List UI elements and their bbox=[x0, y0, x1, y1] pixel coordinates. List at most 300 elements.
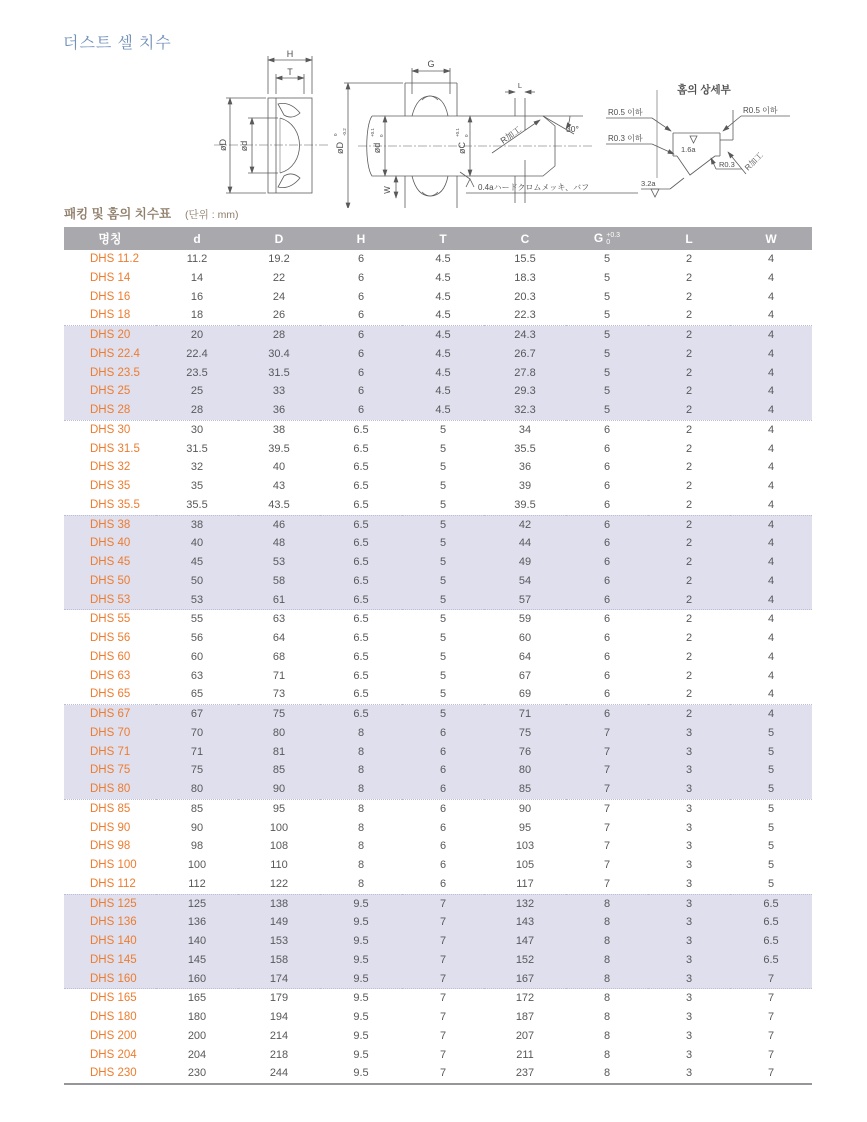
value-cell: 3 bbox=[648, 989, 730, 1008]
model-name-cell: DHS 14 bbox=[90, 271, 131, 284]
value-cell: 204 bbox=[187, 1048, 207, 1061]
value-cell: 6 bbox=[357, 271, 365, 284]
value-cell: 2 bbox=[685, 461, 693, 474]
value-cell: 3 bbox=[648, 743, 730, 762]
value-cell: 6.5 bbox=[730, 913, 812, 932]
value-cell: 5 bbox=[566, 364, 648, 383]
dim-label-od-shaft: ød bbox=[372, 142, 382, 154]
value-cell: 65 bbox=[190, 688, 204, 701]
value-cell: 5 bbox=[439, 688, 447, 701]
table-header-row bbox=[64, 227, 812, 250]
header-W: W bbox=[730, 227, 812, 250]
table-body bbox=[64, 250, 812, 1084]
value-cell: 244 bbox=[269, 1067, 289, 1080]
value-cell: 9.5 bbox=[353, 1029, 369, 1042]
model-name-cell: DHS 145 bbox=[64, 951, 156, 970]
value-cell: 179 bbox=[238, 989, 320, 1008]
table-row bbox=[64, 685, 812, 704]
value-cell: 4.5 bbox=[402, 382, 484, 401]
table-row bbox=[64, 799, 812, 818]
value-cell: 5 bbox=[767, 840, 775, 853]
value-cell: 5 bbox=[730, 799, 812, 818]
groove-r-machining-label: R加工 bbox=[743, 150, 765, 173]
table-row bbox=[64, 1046, 812, 1065]
value-cell: 90 bbox=[238, 780, 320, 799]
value-cell: 22.4 bbox=[156, 345, 238, 364]
value-cell: 2 bbox=[685, 669, 693, 682]
value-cell: 6 bbox=[603, 480, 611, 492]
value-cell: 4 bbox=[767, 632, 775, 644]
value-cell: 46 bbox=[238, 515, 320, 534]
value-cell: 194 bbox=[269, 1011, 289, 1023]
value-cell: 4 bbox=[767, 442, 775, 455]
value-cell: 8 bbox=[603, 1029, 611, 1042]
table-row bbox=[64, 932, 812, 951]
model-name-cell: DHS 22.4 bbox=[64, 345, 156, 364]
value-cell: 3 bbox=[648, 761, 730, 780]
value-cell: 80 bbox=[238, 724, 320, 743]
value-cell: 2 bbox=[685, 271, 693, 284]
value-cell: 6 bbox=[439, 877, 447, 890]
dim-label-oC: øC bbox=[457, 142, 467, 154]
model-name-cell: DHS 125 bbox=[64, 894, 156, 913]
value-cell: 16 bbox=[190, 290, 204, 303]
value-cell: 4.5 bbox=[435, 253, 451, 265]
value-cell: 6 bbox=[357, 253, 365, 265]
model-name-cell: DHS 16 bbox=[90, 290, 131, 303]
table-row bbox=[64, 1027, 812, 1046]
value-cell: 18.3 bbox=[514, 271, 536, 284]
value-cell: 6.5 bbox=[353, 480, 369, 492]
value-cell: 7 bbox=[439, 1029, 447, 1042]
value-cell: 5 bbox=[566, 345, 648, 364]
value-cell: 85 bbox=[156, 799, 238, 818]
table-row bbox=[64, 534, 812, 553]
value-cell: 8 bbox=[603, 1067, 611, 1080]
value-cell: 4 bbox=[730, 515, 812, 534]
value-cell: 57 bbox=[484, 591, 566, 610]
model-name-cell: DHS 50 bbox=[64, 572, 156, 591]
value-cell: 9.5 bbox=[353, 1048, 369, 1061]
value-cell: 6.5 bbox=[320, 705, 402, 724]
model-name-cell: DHS 112 bbox=[90, 877, 136, 890]
value-cell: 6 bbox=[566, 591, 648, 610]
value-cell: 8 bbox=[320, 780, 402, 799]
table-title: 패킹 및 홈의 치수표 bbox=[64, 207, 172, 221]
model-name-cell: DHS 90 bbox=[90, 821, 131, 834]
value-cell: 145 bbox=[156, 951, 238, 970]
value-cell: 211 bbox=[516, 1048, 534, 1061]
value-cell: 6 bbox=[357, 309, 365, 322]
value-cell: 8 bbox=[357, 840, 365, 853]
value-cell: 2 bbox=[685, 650, 693, 663]
value-cell: 75 bbox=[484, 724, 566, 743]
table-row bbox=[64, 553, 812, 572]
value-cell: 218 bbox=[269, 1048, 289, 1061]
model-name-cell: DHS 204 bbox=[90, 1048, 137, 1061]
model-name-cell: DHS 32 bbox=[90, 461, 131, 474]
value-cell: 5 bbox=[603, 271, 611, 284]
value-cell: 2 bbox=[648, 705, 730, 724]
value-cell: 7 bbox=[730, 989, 812, 1008]
table-row bbox=[64, 761, 812, 780]
value-cell: 7 bbox=[402, 932, 484, 951]
table-row bbox=[64, 667, 812, 686]
value-cell: 4 bbox=[730, 401, 812, 420]
table-row bbox=[64, 648, 812, 667]
value-cell: 6 bbox=[320, 382, 402, 401]
value-cell: 36 bbox=[238, 401, 320, 420]
value-cell: 3 bbox=[648, 970, 730, 989]
value-cell: 103 bbox=[515, 840, 535, 853]
value-cell: 75 bbox=[156, 761, 238, 780]
value-cell: 19.2 bbox=[268, 253, 290, 265]
value-cell: 48 bbox=[238, 534, 320, 553]
value-cell: 8 bbox=[320, 761, 402, 780]
value-cell: 5 bbox=[767, 859, 775, 871]
value-cell: 9.5 bbox=[320, 913, 402, 932]
value-cell: 2 bbox=[685, 480, 693, 492]
value-cell: 5 bbox=[439, 498, 447, 511]
value-cell: 7 bbox=[439, 1011, 447, 1023]
value-cell: 2 bbox=[685, 688, 693, 701]
value-cell: 4.5 bbox=[402, 345, 484, 364]
value-cell: 2 bbox=[648, 326, 730, 345]
value-cell: 2 bbox=[648, 534, 730, 553]
value-cell: 3 bbox=[648, 780, 730, 799]
model-name-cell: DHS 230 bbox=[90, 1067, 137, 1080]
value-cell: 6.5 bbox=[730, 894, 812, 913]
value-cell: 2 bbox=[685, 253, 693, 265]
value-cell: 2 bbox=[648, 382, 730, 401]
value-cell: 5 bbox=[730, 761, 812, 780]
value-cell: 50 bbox=[156, 572, 238, 591]
value-cell: 4 bbox=[767, 650, 775, 663]
value-cell: 6 bbox=[603, 650, 611, 663]
value-cell: 4 bbox=[767, 688, 775, 701]
value-cell: 5 bbox=[402, 610, 484, 629]
value-cell: 5 bbox=[402, 420, 484, 439]
value-cell: 31.5 bbox=[186, 442, 208, 455]
model-name-cell: DHS 98 bbox=[90, 840, 131, 853]
value-cell: 49 bbox=[484, 553, 566, 572]
value-cell: 6.5 bbox=[353, 461, 369, 474]
model-name-cell: DHS 40 bbox=[64, 534, 156, 553]
value-cell: 38 bbox=[156, 515, 238, 534]
value-cell: 59 bbox=[484, 610, 566, 629]
value-cell: 7 bbox=[439, 1067, 447, 1080]
value-cell: 63 bbox=[190, 669, 204, 682]
value-cell: 100 bbox=[269, 821, 289, 834]
value-cell: 5 bbox=[730, 780, 812, 799]
value-cell: 5 bbox=[402, 553, 484, 572]
value-cell: 6 bbox=[566, 705, 648, 724]
value-cell: 5 bbox=[402, 591, 484, 610]
header-d: d bbox=[156, 227, 238, 250]
value-cell: 22.3 bbox=[514, 309, 536, 322]
value-cell: 7 bbox=[566, 799, 648, 818]
value-cell: 3 bbox=[685, 859, 693, 871]
value-cell: 53 bbox=[238, 553, 320, 572]
value-cell: 4 bbox=[767, 498, 775, 511]
r03-left-label: R0.3 이하 bbox=[608, 134, 643, 143]
value-cell: 158 bbox=[238, 951, 320, 970]
model-name-cell: DHS 65 bbox=[90, 688, 131, 701]
value-cell: 6 bbox=[402, 761, 484, 780]
value-cell: 6 bbox=[603, 688, 611, 701]
value-cell: 7 bbox=[603, 859, 611, 871]
value-cell: 6 bbox=[566, 534, 648, 553]
value-cell: 6.5 bbox=[320, 420, 402, 439]
value-cell: 2 bbox=[648, 345, 730, 364]
value-cell: 152 bbox=[484, 951, 566, 970]
value-cell: 20.3 bbox=[514, 290, 536, 303]
value-cell: 6.5 bbox=[353, 632, 369, 644]
value-cell: 140 bbox=[156, 932, 238, 951]
value-cell: 3 bbox=[685, 821, 693, 834]
value-cell: 9.5 bbox=[320, 894, 402, 913]
value-cell: 4 bbox=[767, 271, 775, 284]
table-row bbox=[64, 591, 812, 610]
value-cell: 5 bbox=[767, 877, 775, 890]
table-row bbox=[64, 306, 812, 325]
table-row bbox=[64, 326, 812, 345]
value-cell: 58 bbox=[238, 572, 320, 591]
value-cell: 3 bbox=[648, 724, 730, 743]
dimension-table bbox=[64, 227, 812, 1085]
value-cell: 5 bbox=[439, 442, 447, 455]
model-name-cell: DHS 60 bbox=[90, 650, 131, 663]
value-cell: 34 bbox=[484, 420, 566, 439]
value-cell: 20 bbox=[156, 326, 238, 345]
value-cell: 149 bbox=[238, 913, 320, 932]
value-cell: 6 bbox=[402, 743, 484, 762]
value-cell: 38 bbox=[238, 420, 320, 439]
table-row bbox=[64, 724, 812, 743]
value-cell: 5 bbox=[439, 632, 447, 644]
value-cell: 27.8 bbox=[484, 364, 566, 383]
value-cell: 2 bbox=[648, 515, 730, 534]
value-cell: 54 bbox=[484, 572, 566, 591]
value-cell: 5 bbox=[603, 290, 611, 303]
value-cell: 110 bbox=[270, 859, 288, 871]
header-H: H bbox=[320, 227, 402, 250]
value-cell: 15.5 bbox=[514, 253, 536, 265]
value-cell: 6 bbox=[439, 821, 447, 834]
value-cell: 3 bbox=[685, 840, 693, 853]
header-T: T bbox=[402, 227, 484, 250]
value-cell: 36 bbox=[518, 461, 532, 474]
value-cell: 29.3 bbox=[484, 382, 566, 401]
value-cell: 9.5 bbox=[320, 989, 402, 1008]
value-cell: 4 bbox=[767, 669, 775, 682]
value-cell: 8 bbox=[357, 859, 365, 871]
value-cell: 60 bbox=[190, 650, 204, 663]
value-cell: 7 bbox=[566, 724, 648, 743]
dim-label-oC-sup: +0.1 bbox=[455, 128, 460, 137]
value-cell: 2 bbox=[648, 364, 730, 383]
value-cell: 56 bbox=[190, 632, 204, 644]
value-cell: 3 bbox=[685, 1029, 693, 1042]
value-cell: 6.5 bbox=[353, 498, 369, 511]
value-cell: 167 bbox=[484, 970, 566, 989]
value-cell: 95 bbox=[518, 821, 532, 834]
value-cell: 165 bbox=[156, 989, 238, 1008]
value-cell: 2 bbox=[648, 553, 730, 572]
value-cell: 7 bbox=[603, 821, 611, 834]
value-cell: 6 bbox=[603, 632, 611, 644]
dim-label-od-sup: +0.1 bbox=[370, 128, 375, 137]
value-cell: 7 bbox=[566, 761, 648, 780]
value-cell: 11.2 bbox=[186, 253, 208, 265]
value-cell: 2 bbox=[648, 401, 730, 420]
value-cell: 39.5 bbox=[514, 498, 536, 511]
value-cell: 35.5 bbox=[186, 498, 208, 511]
value-cell: 4.5 bbox=[402, 364, 484, 383]
value-cell: 6 bbox=[566, 572, 648, 591]
value-cell: 3 bbox=[685, 877, 693, 890]
value-cell: 5 bbox=[603, 309, 611, 322]
value-cell: 28 bbox=[156, 401, 238, 420]
page-title: 더스트 셀 치수 bbox=[63, 35, 172, 52]
value-cell: 3 bbox=[685, 1048, 693, 1061]
value-cell: 2 bbox=[685, 498, 693, 511]
r03-corner-label: R0.3 bbox=[719, 160, 735, 169]
model-name-cell: DHS 53 bbox=[64, 591, 156, 610]
value-cell: 80 bbox=[156, 780, 238, 799]
header-L: L bbox=[648, 227, 730, 250]
value-cell: 70 bbox=[156, 724, 238, 743]
dim-label-oC-sub: 0 bbox=[464, 134, 469, 137]
value-cell: 8 bbox=[357, 877, 365, 890]
surface-finish-note: 0.4aハードクロムメッキ、バフ bbox=[478, 183, 590, 192]
value-cell: 4 bbox=[730, 534, 812, 553]
value-cell: 5 bbox=[603, 253, 611, 265]
value-cell: 214 bbox=[269, 1029, 289, 1042]
value-cell: 3 bbox=[648, 932, 730, 951]
value-cell: 125 bbox=[156, 894, 238, 913]
value-cell: 6 bbox=[320, 364, 402, 383]
model-name-cell: DHS 67 bbox=[64, 705, 156, 724]
header-D: D bbox=[238, 227, 320, 250]
value-cell: 6.5 bbox=[320, 591, 402, 610]
value-cell: 55 bbox=[156, 610, 238, 629]
dim-label-od-inner: ød bbox=[239, 140, 249, 152]
table-row bbox=[64, 951, 812, 970]
value-cell: 180 bbox=[187, 1011, 207, 1023]
model-name-cell: DHS 23.5 bbox=[64, 364, 156, 383]
value-cell: 31.5 bbox=[238, 364, 320, 383]
value-cell: 5 bbox=[439, 650, 447, 663]
value-cell: 153 bbox=[238, 932, 320, 951]
dim-label-h: H bbox=[286, 49, 294, 59]
value-cell: 7 bbox=[767, 1011, 775, 1023]
value-cell: 3 bbox=[648, 951, 730, 970]
table-row bbox=[64, 610, 812, 629]
value-cell: 230 bbox=[187, 1067, 207, 1080]
value-cell: 4 bbox=[767, 480, 775, 492]
value-cell: 7 bbox=[402, 989, 484, 1008]
value-cell: 68 bbox=[272, 650, 286, 663]
table-row bbox=[64, 837, 812, 856]
value-cell: 53 bbox=[156, 591, 238, 610]
value-cell: 71 bbox=[156, 743, 238, 762]
value-cell: 7 bbox=[603, 877, 611, 890]
value-cell: 172 bbox=[484, 989, 566, 1008]
dim-label-w: W bbox=[383, 186, 392, 194]
value-cell: 105 bbox=[515, 859, 535, 871]
value-cell: 9.5 bbox=[320, 970, 402, 989]
value-cell: 24 bbox=[272, 290, 286, 303]
table-row bbox=[64, 1008, 812, 1027]
value-cell: 6.5 bbox=[320, 534, 402, 553]
value-cell: 7 bbox=[767, 1029, 775, 1042]
value-cell: 5 bbox=[566, 382, 648, 401]
model-name-cell: DHS 63 bbox=[90, 669, 131, 682]
value-cell: 5 bbox=[566, 401, 648, 420]
value-cell: 3 bbox=[648, 799, 730, 818]
model-name-cell: DHS 70 bbox=[64, 724, 156, 743]
model-name-cell: DHS 30 bbox=[64, 420, 156, 439]
value-cell: 6 bbox=[439, 840, 447, 853]
value-cell: 8 bbox=[566, 932, 648, 951]
value-cell: 200 bbox=[187, 1029, 207, 1042]
table-unit-note: (단위 : mm) bbox=[185, 209, 239, 221]
value-cell: 174 bbox=[238, 970, 320, 989]
value-cell: 5 bbox=[402, 705, 484, 724]
value-cell: 8 bbox=[566, 970, 648, 989]
table-row bbox=[64, 705, 812, 724]
value-cell: 76 bbox=[484, 743, 566, 762]
value-cell: 6 bbox=[566, 420, 648, 439]
value-cell: 132 bbox=[484, 894, 566, 913]
value-cell: 80 bbox=[484, 761, 566, 780]
value-cell: 7 bbox=[566, 743, 648, 762]
g-tolerance: +0.3 0 bbox=[606, 231, 621, 246]
value-cell: 5 bbox=[439, 480, 447, 492]
model-name-cell: DHS 35 bbox=[90, 480, 131, 492]
value-cell: 6 bbox=[603, 461, 611, 474]
value-cell: 73 bbox=[272, 688, 286, 701]
model-name-cell: DHS 35.5 bbox=[90, 498, 140, 511]
value-cell: 63 bbox=[238, 610, 320, 629]
value-cell: 90 bbox=[190, 821, 204, 834]
model-name-cell: DHS 165 bbox=[64, 989, 156, 1008]
value-cell: 4 bbox=[730, 572, 812, 591]
model-name-cell: DHS 136 bbox=[64, 913, 156, 932]
value-cell: 7 bbox=[402, 970, 484, 989]
value-cell: 4 bbox=[730, 345, 812, 364]
model-name-cell: DHS 75 bbox=[64, 761, 156, 780]
value-cell: 8 bbox=[320, 724, 402, 743]
table-caption bbox=[64, 204, 239, 222]
value-cell: 44 bbox=[484, 534, 566, 553]
value-cell: 4 bbox=[730, 420, 812, 439]
value-cell: 6 bbox=[566, 610, 648, 629]
header-name: 명칭 bbox=[64, 227, 156, 250]
model-name-cell: DHS 100 bbox=[90, 859, 137, 871]
value-cell: 8 bbox=[603, 1011, 611, 1023]
table-row bbox=[64, 572, 812, 591]
value-cell: 5 bbox=[730, 724, 812, 743]
value-cell: 2 bbox=[685, 290, 693, 303]
chamfer-angle-label: 30° bbox=[566, 124, 579, 134]
value-cell: 187 bbox=[515, 1011, 535, 1023]
value-cell: 7 bbox=[402, 894, 484, 913]
value-cell: 122 bbox=[269, 877, 289, 890]
value-cell: 6 bbox=[439, 859, 447, 871]
table-row bbox=[64, 743, 812, 762]
